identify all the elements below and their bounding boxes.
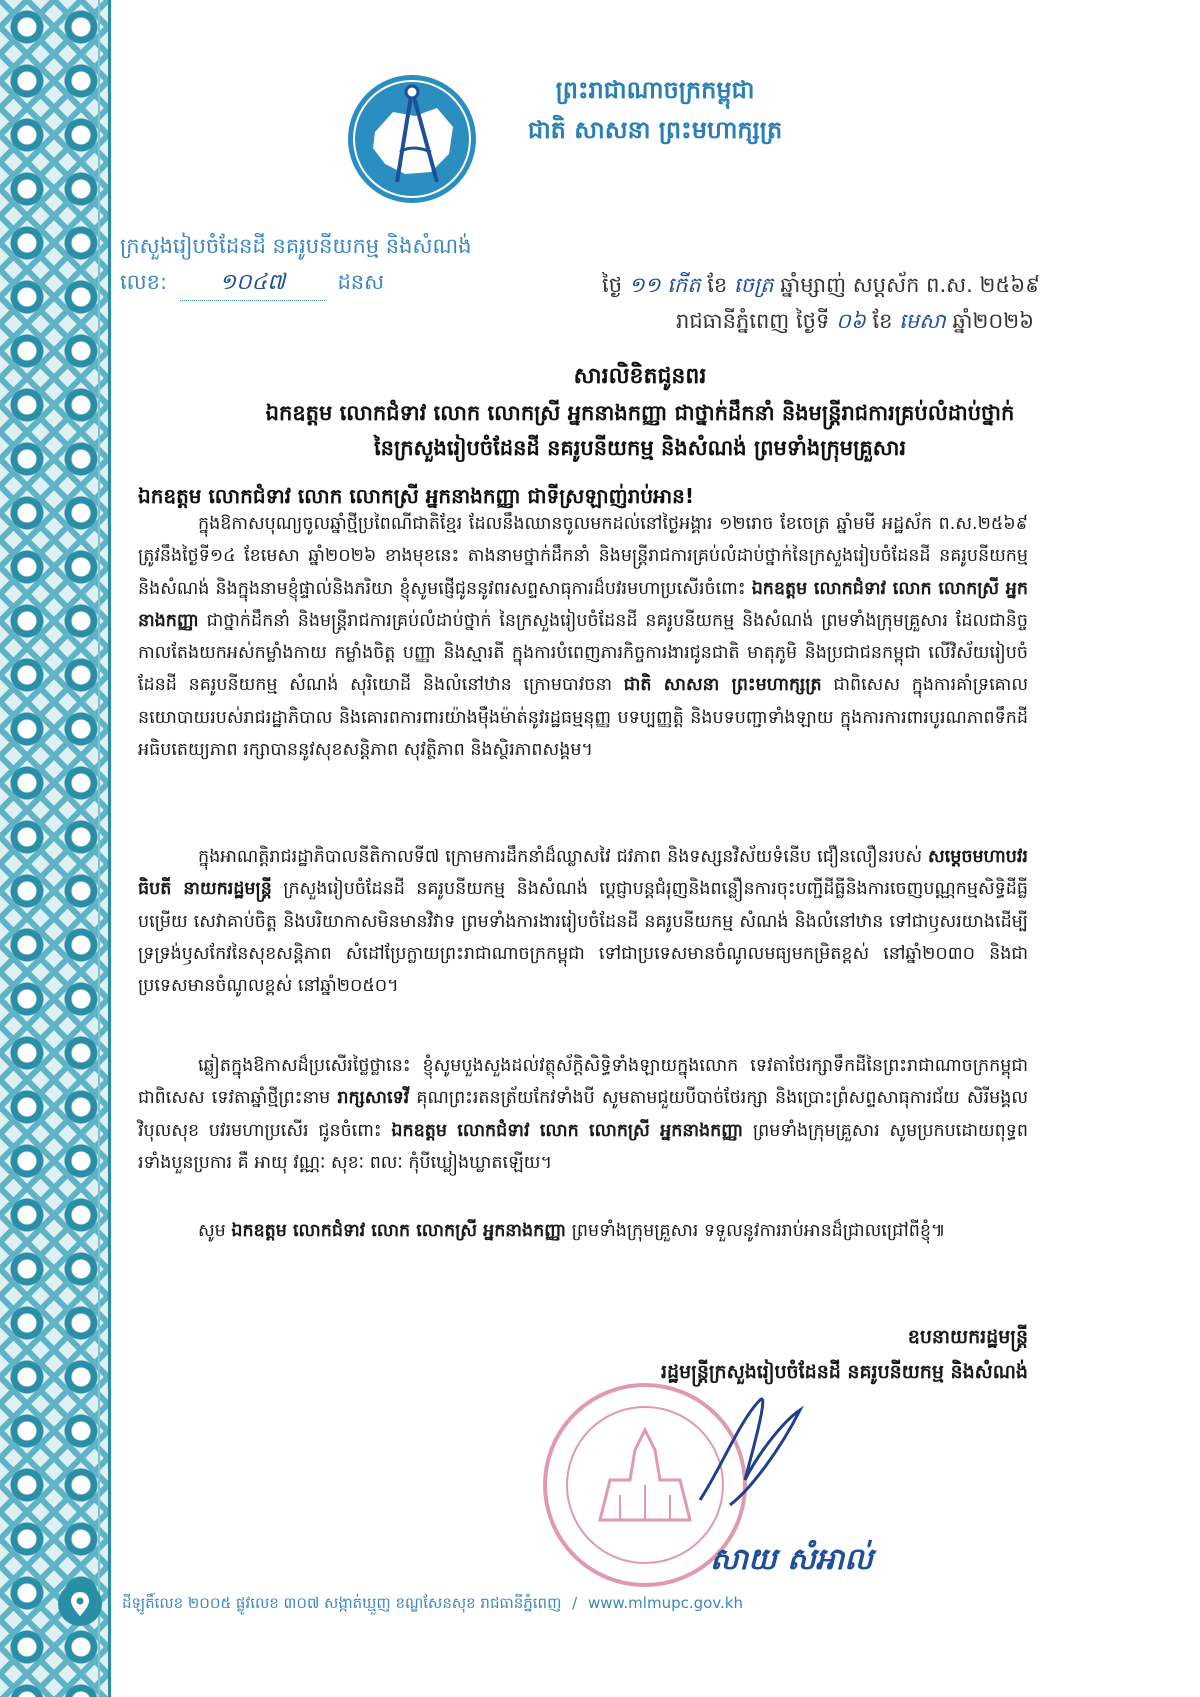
addressee-line-1: ឯកឧត្តម លោកជំទាវ លោក លោកស្រី អ្នកនាងកញ្ញា ជាថ្នាក់ដឹកនាំ និងមន្ត្រីរាជការគ្រប់លំដាប់ថ្នាក់: [265, 401, 1015, 425]
p3-text-e: ព្រមទាំងក្រុមគ្រួសារ សូមប្រកបដោយពុទ្ធពរទាំងបួនប្រការ គឺ អាយុ វណ្ណៈ សុខៈ ពលៈ កុំបីឃ្លៀងឃ្លាតឡើយ។: [138, 1120, 1028, 1173]
p4-bold-addressees: ឯកឧត្តម លោកជំទាវ លោក លោកស្រី អ្នកនាងកញ្ញា: [231, 1221, 567, 1241]
p1-text-a: ក្នុងឱកាសបុណ្យចូលឆ្នាំថ្មីប្រពៃណីជាតិខ្មែរ ដែលនឹងឈានចូលមកដល់នៅថ្ងៃអង្គារ ១២រោច ខែចេត្រ ឆ្នាំមមី អដ្ឋស័ក ព.ស.២៥៦៩ ត្រូវនឹងថ្ងៃទី១៤ ខែមេសា ឆ្នាំ២០២៦ ខាងមុខនេះ តាងនាមថ្នាក់ដឹកនាំ និងមន្ត្រីរាជការគ្រប់លំដាប់ថ្នាក់នៃក្រសួងរៀបចំដែនដី នគរូបនីយកម្ម និងសំណង់ និងក្នុងនាមខ្ញុំផ្ទាល់និងភរិយា ខ្ញុំសូមផ្ញើជូននូវពរសព្ទសាធុការដ៏បវរមហាប្រសើរចំពោះ: [138, 514, 1028, 599]
handwritten-signature: [690, 1380, 810, 1520]
ref-number: ១០៤៧: [180, 268, 325, 301]
paragraph-4: [138, 1215, 1028, 1247]
location-pin-icon: [58, 1582, 102, 1626]
p3-text-a: ឆ្លៀតក្នុងឱកាសដ៏ប្រសើរថ្លៃថ្លានេះ ខ្ញុំសូមបួងសួងដល់វត្ថុស័ក្តិសិទ្ធិទាំងឡាយក្នុងលោក ទេវតាថែរក្សាទឹកដីនៃព្រះរាជាណាចក្រកម្ពុជា ជាពិសេស ទេវតាឆ្នាំថ្មីព្រះនាម: [138, 1056, 1028, 1109]
p3-text-c: គុណព្រះរតនត្រ័យកែវទាំងបី សូមតាមជួយបីបាច់ថែរក្សា និងប្រោះព្រំសព្ទសាធុការជ័យ សិរីមង្គល វិបុលសុខ បវរមហាប្រសើរ ជូនចំពោះ: [138, 1088, 1029, 1141]
solar-date: [676, 308, 1034, 339]
reference-number: [120, 268, 384, 301]
p4-text-a: សូម: [198, 1221, 232, 1241]
salutation: ឯកឧត្តម លោកជំទាវ លោក លោកស្រី អ្នកនាងកញ្ញា ជាទីស្រឡាញ់រាប់អាន!: [138, 484, 694, 508]
solar-month-label: ខែ: [872, 309, 893, 333]
solar-year: ឆ្នាំ២០២៦: [952, 309, 1034, 333]
addressee-line-2: នៃក្រសួងរៀបចំដែនដី នគរូបនីយកម្ម និងសំណង់ ព្រមទាំងក្រុមគ្រួសារ: [373, 436, 907, 460]
p2-text-a: ក្នុងអាណត្តិរាជរដ្ឋាភិបាលនីតិកាលទី៧ ក្រោមការដឹកនាំដ៏ឈ្លាសវៃ ជវភាព និងទស្សនវិស័យទំនើប ជឿនលឿនរបស់: [198, 847, 929, 867]
ref-suffix: ដនស: [337, 270, 385, 294]
p4-text-c: ព្រមទាំងក្រុមគ្រួសារ ទទួលនូវការរាប់អានដ៏ជ្រាលជ្រៅពីខ្ញុំ៕: [566, 1221, 946, 1241]
decorative-side-border: [0, 0, 111, 1697]
lunar-month-label: ខែ: [707, 273, 728, 297]
p1-bold-motto: ជាតិ សាសនា ព្រះមហាក្សត្រ: [623, 675, 822, 696]
lunar-month: ចេត្រ: [733, 273, 774, 297]
p1-bold-addressees: ឯកឧត្តម លោកជំទាវ លោក លោកស្រី អ្នកនាងកញ្ញា: [138, 578, 1028, 631]
signer-title-2: រដ្ឋមន្ត្រីក្រសួងរៀបចំដែនដី នគរូបនីយកម្ម និងសំណង់: [661, 1361, 1028, 1383]
p2-bold-prime-minister: សម្តេចមហាបវរធិបតី នាយករដ្ឋមន្ត្រី: [138, 847, 1028, 900]
signer-title-1: ឧបនាយករដ្ឋមន្ត្រី: [907, 1326, 1028, 1348]
lunar-day: ១១: [628, 273, 661, 297]
p1-text-c: ជាថ្នាក់ដឹកនាំ និងមន្ត្រីរាជការគ្រប់លំដាប់ថ្នាក់ នៃក្រសួងរៀបចំដែនដី នគរូបនីយកម្ម និងសំណង់ ព្រមទាំងក្រុមគ្រួសារ ដែលជានិច្ចកាលតែងយកអស់កម្លាំងកាយ កម្លាំងចិត្ត បញ្ញា និងស្មារតី ក្នុងការបំពេញភារកិច្ចការងារជូនជាតិ មាតុភូមិ និងប្រជាជនកម្ពុជា លើវិស័យរៀបចំដែនដី នគរូបនីយកម្ម សំណង់ សុរិយោដី និងលំនៅឋាន ក្រោមបាវចនា: [138, 610, 1028, 696]
p2-text-c: ក្រសួងរៀបចំដែនដី នគរូបនីយកម្ម និងសំណង់ ប្តេជ្ញាបន្តជំរុញនិងពន្លឿនការចុះបញ្ជីដីធ្លីនិងការចេញបណ្ណកម្មសិទ្ធិដីធ្លីបម្រើយ សេវាគាប់ចិត្ត និងបរិយាកាសមិនមានវិវាទ ព្រមទាំងការងាររៀបចំដែនដី នគរូបនីយកម្ម សំណង់ និងលំនៅឋាន ទៅជាឫសរយាងដើម្បីទ្រទ្រង់ឫសកែវនៃសុខសន្តិភាព សំដៅប្រែក្លាយព្រះរាជាណាចក្រកម្ពុជា ទៅជាប្រទេសមានចំណូលមធ្យមកម្រិតខ្ពស់ នៅឆ្នាំ២០៣០ និងជាប្រទេសមានចំណូលខ្ពស់ នៅឆ្នាំ២០៥០។: [138, 879, 1028, 997]
ministry-logo: [345, 72, 480, 207]
kingdom-header: [490, 70, 820, 150]
lunar-phase: កើត: [667, 273, 701, 297]
p3-bold-deity: រាក្សសាទេវី: [337, 1088, 410, 1109]
national-motto: ជាតិ សាសនា ព្រះមហាក្សត្រ: [527, 115, 783, 144]
ministry-name: ក្រសួងរៀបចំដែនដី នគរូបនីយកម្ម និងសំណង់: [120, 234, 472, 258]
paragraph-3: [138, 1050, 1028, 1179]
lunar-year: ឆ្នាំម្សាញ់ សប្តស័ក ព.ស. ២៥៦៩: [780, 273, 1040, 297]
solar-prefix: រាជធានីភ្នំពេញ ថ្ងៃទី: [676, 309, 830, 333]
letter-title: សារលិខិតជូនពរ: [573, 364, 707, 389]
footer-address: ដីឡូតិ៍លេខ ២០០៥ ផ្លូវលេខ ៣០៧ សង្កាត់ឃ្មួញ ខណ្ឌសែនសុខ រាជធានីភ្នំពេញ: [122, 1594, 562, 1612]
ref-label: លេខ:: [120, 270, 168, 294]
lunar-prefix: ថ្ងៃ: [602, 273, 623, 297]
solar-month: មេសា: [899, 309, 946, 333]
footer-website[interactable]: www.mlmupc.gov.kh: [587, 1594, 743, 1612]
p1-text-e: ជាពិសេស ក្នុងការគាំទ្រគោលនយោបាយរបស់រាជរដ្ឋាភិបាល និងគោរពការពារយ៉ាងម៉ឺងម៉ាត់នូវរដ្ឋធម្មនុញ្ញ បទប្បញ្ញត្តិ និងបទបញ្ជាទាំងឡាយ ក្នុងការការពារបូរណភាពទឹកដី អធិបតេយ្យភាព រក្សាបាននូវសុខសន្តិភាព សុវត្ថិភាព និងស្ថិរភាពសង្គម។: [138, 675, 1029, 761]
lunar-date: [602, 272, 1040, 303]
footer-separator: /: [572, 1594, 578, 1612]
p3-bold-addressees: ឯកឧត្តម លោកជំទាវ លោក លោកស្រី អ្នកនាងកញ្ញា: [391, 1120, 744, 1141]
paragraph-1: [138, 508, 1028, 766]
paragraph-2: [138, 841, 1028, 1002]
kingdom-name: ព្រះរាជាណាចក្រកម្ពុជា: [555, 75, 755, 104]
footer: [122, 1594, 743, 1616]
solar-day: ០៦: [836, 309, 866, 333]
signer-name: សាយ សំអាល់: [710, 1542, 873, 1577]
